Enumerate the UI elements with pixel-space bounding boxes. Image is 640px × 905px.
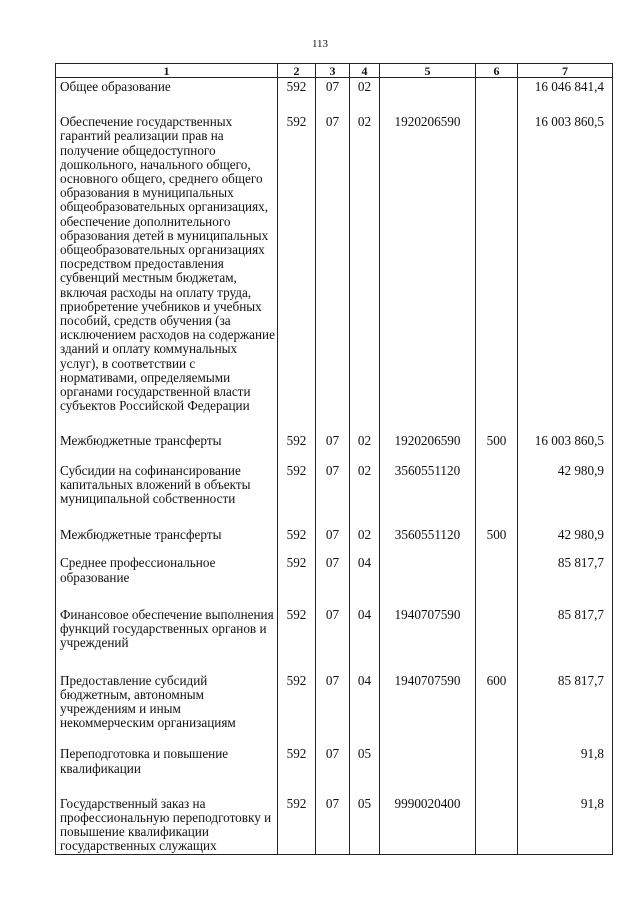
row-amount: 91,8 bbox=[518, 745, 613, 794]
row-code-6 bbox=[476, 745, 518, 794]
row-name: Государственный заказ на профессиональную переподготовку и повышение квалификации государственных служащих bbox=[56, 795, 278, 854]
row-code-2: 592 bbox=[278, 432, 316, 461]
row-code-6 bbox=[476, 462, 518, 527]
column-header-2: 2 bbox=[278, 64, 316, 78]
row-code-6: 600 bbox=[476, 672, 518, 746]
row-code-5: 9990020400 bbox=[380, 795, 476, 854]
row-name: Межбюджетные трансферты bbox=[56, 432, 278, 461]
page-number: 113 bbox=[311, 38, 329, 50]
row-code-3: 07 bbox=[316, 78, 350, 114]
column-header-3: 3 bbox=[316, 64, 350, 78]
row-code-4: 04 bbox=[350, 554, 380, 605]
row-code-5: 1920206590 bbox=[380, 113, 476, 432]
row-name: Переподготовка и повышение квалификации bbox=[56, 745, 278, 794]
row-name: Межбюджетные трансферты bbox=[56, 526, 278, 554]
row-code-2: 592 bbox=[278, 672, 316, 746]
row-code-5 bbox=[380, 78, 476, 114]
row-code-6: 500 bbox=[476, 526, 518, 554]
row-code-3: 07 bbox=[316, 554, 350, 605]
table-row bbox=[56, 672, 613, 746]
table-row bbox=[56, 606, 613, 672]
column-header-6: 6 bbox=[476, 64, 518, 78]
budget-table bbox=[55, 63, 613, 855]
row-code-4: 02 bbox=[350, 526, 380, 554]
row-amount: 91,8 bbox=[518, 795, 613, 854]
row-code-3: 07 bbox=[316, 432, 350, 461]
row-code-5: 1940707590 bbox=[380, 606, 476, 672]
row-code-6 bbox=[476, 113, 518, 432]
row-amount: 42 980,9 bbox=[518, 526, 613, 554]
row-code-5: 1940707590 bbox=[380, 672, 476, 746]
row-code-2: 592 bbox=[278, 113, 316, 432]
row-code-3: 07 bbox=[316, 113, 350, 432]
row-amount: 85 817,7 bbox=[518, 554, 613, 605]
row-code-2: 592 bbox=[278, 795, 316, 854]
row-code-5 bbox=[380, 554, 476, 605]
row-code-5 bbox=[380, 745, 476, 794]
row-name: Предоставление субсидий бюджетным, автономным учреждениям и иным некоммерческим организациям bbox=[56, 672, 278, 746]
row-amount: 42 980,9 bbox=[518, 462, 613, 527]
row-amount: 16 046 841,4 bbox=[518, 78, 613, 114]
row-code-2: 592 bbox=[278, 554, 316, 605]
row-name: Финансовое обеспечение выполнения функций государственных органов и учреждений bbox=[56, 606, 278, 672]
row-amount: 85 817,7 bbox=[518, 606, 613, 672]
column-header-4: 4 bbox=[350, 64, 380, 78]
table-row bbox=[56, 113, 613, 432]
row-code-3: 07 bbox=[316, 462, 350, 527]
row-code-4: 02 bbox=[350, 462, 380, 527]
row-name: Обеспечение государственных гарантий реализации прав на получение общедоступного дошкольного, начального общего, основного общего, среднего общего образования в муниципальных общеобразовательных организациях, обеспечение дополнительного образования детей в муниципальных общеобразовательных организациях посредством предоставления субвенций местным бюджетам, включая расходы на оплату труда, приобретение учебников и учебных пособий, средств обучения (за исключением расходов на содержание зданий и оплату коммунальных услуг), в соответствии с нормативами, определяемыми органами государственной власти субъектов Российской Федерации bbox=[56, 113, 278, 432]
row-amount: 16 003 860,5 bbox=[518, 432, 613, 461]
row-code-4: 05 bbox=[350, 795, 380, 854]
row-code-2: 592 bbox=[278, 745, 316, 794]
table-header-row bbox=[56, 64, 613, 78]
row-code-5: 1920206590 bbox=[380, 432, 476, 461]
row-code-6 bbox=[476, 795, 518, 854]
row-code-6 bbox=[476, 78, 518, 114]
row-code-2: 592 bbox=[278, 462, 316, 527]
table-row bbox=[56, 795, 613, 854]
row-code-3: 07 bbox=[316, 526, 350, 554]
row-code-4: 02 bbox=[350, 78, 380, 114]
row-amount: 16 003 860,5 bbox=[518, 113, 613, 432]
row-code-3: 07 bbox=[316, 606, 350, 672]
row-code-6 bbox=[476, 554, 518, 605]
row-code-2: 592 bbox=[278, 526, 316, 554]
row-code-3: 07 bbox=[316, 795, 350, 854]
row-code-2: 592 bbox=[278, 606, 316, 672]
row-code-4: 04 bbox=[350, 606, 380, 672]
table-row bbox=[56, 432, 613, 461]
row-name: Среднее профессиональное образование bbox=[56, 554, 278, 605]
column-header-1: 1 bbox=[56, 64, 278, 78]
column-header-5: 5 bbox=[380, 64, 476, 78]
row-code-4: 02 bbox=[350, 113, 380, 432]
row-code-5: 3560551120 bbox=[380, 462, 476, 527]
table-row bbox=[56, 745, 613, 794]
row-amount: 85 817,7 bbox=[518, 672, 613, 746]
row-name: Общее образование bbox=[56, 78, 278, 114]
row-code-3: 07 bbox=[316, 672, 350, 746]
table-row bbox=[56, 78, 613, 114]
row-code-4: 02 bbox=[350, 432, 380, 461]
table-row bbox=[56, 526, 613, 554]
row-code-4: 04 bbox=[350, 672, 380, 746]
table-row bbox=[56, 554, 613, 605]
row-code-5: 3560551120 bbox=[380, 526, 476, 554]
row-code-3: 07 bbox=[316, 745, 350, 794]
row-name: Субсидии на софинансирование капитальных вложений в объекты муниципальной собственности bbox=[56, 462, 278, 527]
table-row bbox=[56, 462, 613, 527]
row-code-2: 592 bbox=[278, 78, 316, 114]
column-header-7: 7 bbox=[518, 64, 613, 78]
row-code-4: 05 bbox=[350, 745, 380, 794]
row-code-6: 500 bbox=[476, 432, 518, 461]
row-code-6 bbox=[476, 606, 518, 672]
